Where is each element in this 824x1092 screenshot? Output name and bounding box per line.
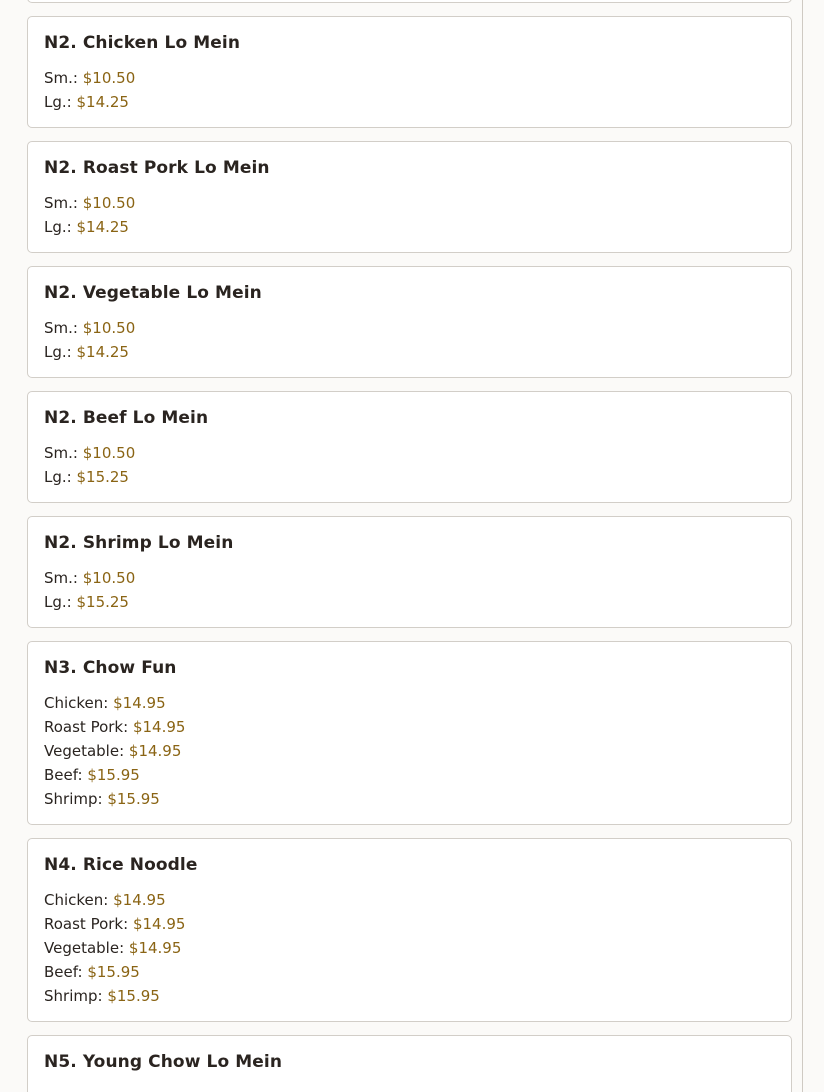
price-line	[44, 191, 775, 215]
price-line	[44, 936, 775, 960]
size-label: Sm.:	[44, 69, 78, 87]
price-value: $15.95	[87, 963, 140, 981]
menu-item-card[interactable]	[27, 516, 792, 628]
size-label: Sm.:	[44, 319, 78, 337]
price-value: $10.50	[82, 444, 136, 462]
variant-label: Beef:	[44, 963, 83, 981]
size-label: Lg.:	[44, 218, 72, 236]
size-label: Sm.:	[44, 194, 78, 212]
price-line	[44, 787, 775, 811]
size-label: Sm.:	[44, 444, 78, 462]
variant-label: Roast Pork:	[44, 915, 129, 933]
price-value: $15.25	[76, 468, 129, 486]
price-value: $15.95	[107, 987, 160, 1005]
price-line	[44, 340, 775, 364]
menu-item-card[interactable]	[27, 391, 792, 503]
menu-item-card[interactable]	[27, 838, 792, 1022]
price-value: $15.95	[87, 766, 140, 784]
price-line	[44, 590, 775, 614]
price-value: $15.25	[76, 593, 129, 611]
price-line	[44, 316, 775, 340]
size-label: Lg.:	[44, 593, 72, 611]
price-value: $14.95	[113, 694, 166, 712]
price-line	[44, 90, 775, 114]
menu-item-title: N5. Young Chow Lo Mein	[44, 1052, 283, 1072]
size-label: Lg.:	[44, 468, 72, 486]
price-value: $14.25	[76, 93, 129, 111]
size-label: Sm.:	[44, 569, 78, 587]
price-line	[44, 715, 775, 739]
menu-item-card[interactable]	[27, 641, 792, 825]
menu-item-title: N3. Chow Fun	[44, 658, 177, 678]
menu-item-card[interactable]	[27, 141, 792, 253]
variant-label: Shrimp:	[44, 790, 103, 808]
price-value: $14.95	[128, 742, 182, 760]
price-line	[44, 691, 775, 715]
price-value: $10.50	[82, 69, 136, 87]
variant-label: Shrimp:	[44, 987, 103, 1005]
price-line	[44, 441, 775, 465]
price-value: $10.50	[82, 319, 136, 337]
price-line	[44, 763, 775, 787]
menu-item-card[interactable]	[27, 1035, 792, 1092]
price-value: $14.95	[128, 939, 182, 957]
variant-label: Roast Pork:	[44, 718, 129, 736]
variant-label: Vegetable:	[44, 939, 125, 957]
price-value: $10.50	[82, 569, 136, 587]
menu-item-title: N2. Vegetable Lo Mein	[44, 283, 262, 303]
price-value: $10.50	[82, 194, 136, 212]
menu-item-title: N4. Rice Noodle	[44, 855, 198, 875]
price-line	[44, 960, 775, 984]
price-value: $14.25	[76, 343, 129, 361]
size-label: Lg.:	[44, 93, 72, 111]
menu-item-title: N2. Chicken Lo Mein	[44, 33, 241, 53]
price-value: $14.95	[113, 891, 166, 909]
menu-item-title: N2. Shrimp Lo Mein	[44, 533, 234, 553]
price-line	[44, 888, 775, 912]
price-line	[44, 912, 775, 936]
menu-item-card[interactable]	[27, 16, 792, 128]
price-line	[44, 566, 775, 590]
price-value: $14.25	[76, 218, 129, 236]
price-value: $15.95	[107, 790, 160, 808]
menu-item-list	[27, 0, 792, 1092]
price-line	[44, 66, 775, 90]
page-edge-divider	[802, 0, 803, 1092]
price-line	[44, 215, 775, 239]
price-line	[44, 465, 775, 489]
menu-item-title: N2. Roast Pork Lo Mein	[44, 158, 270, 178]
variant-label: Beef:	[44, 766, 83, 784]
menu-item-card-partial[interactable]	[27, 0, 792, 3]
size-label: Lg.:	[44, 343, 72, 361]
price-value: $14.95	[132, 915, 186, 933]
variant-label: Chicken:	[44, 694, 109, 712]
variant-label: Vegetable:	[44, 742, 125, 760]
price-line	[44, 984, 775, 1008]
variant-label: Chicken:	[44, 891, 109, 909]
price-value: $14.95	[132, 718, 186, 736]
price-line	[44, 739, 775, 763]
menu-item-card[interactable]	[27, 266, 792, 378]
menu-item-title: N2. Beef Lo Mein	[44, 408, 209, 428]
